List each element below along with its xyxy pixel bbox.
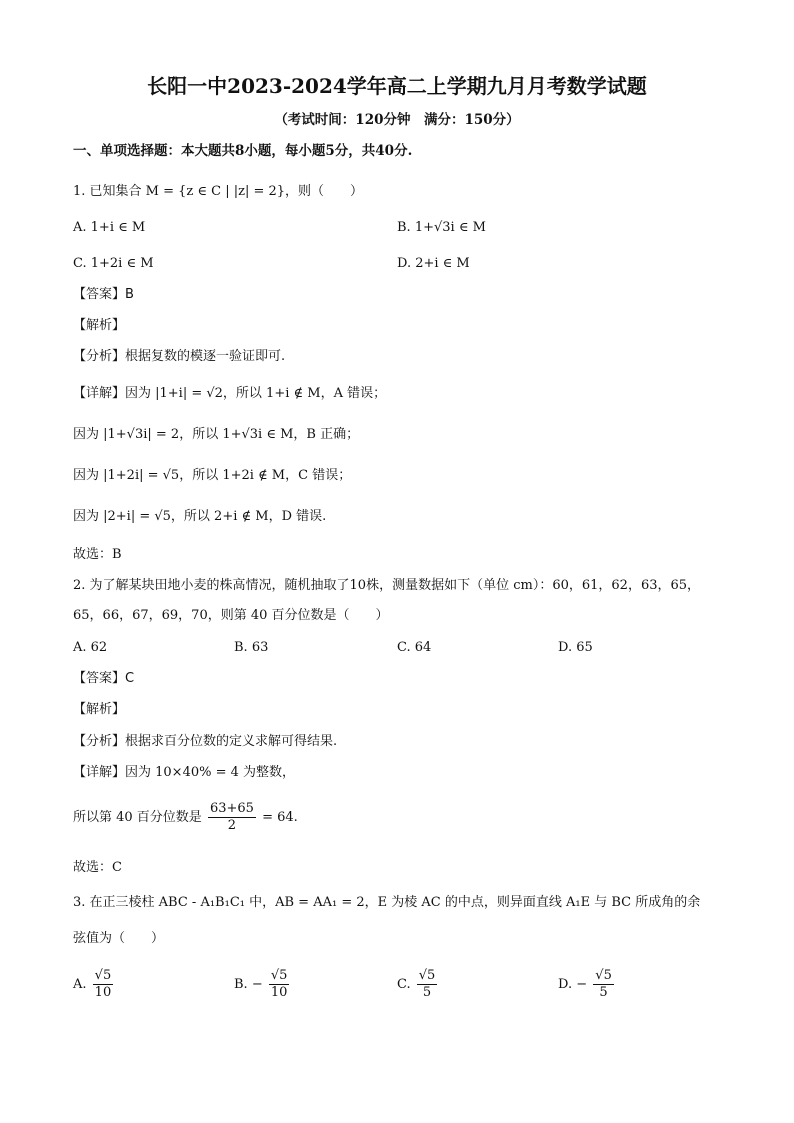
q2-option-b: B. 63 bbox=[234, 640, 269, 655]
q2-detail-2-prefix: 所以第 40 百分位数是 bbox=[73, 810, 202, 825]
q1-option-c: C. 1+2i ∈ M bbox=[73, 256, 154, 271]
q3-option-c-fraction bbox=[417, 968, 438, 1001]
q2-analysis-heading: 【解析】 bbox=[73, 702, 126, 717]
q1-option-d: D. 2+i ∈ M bbox=[397, 256, 470, 271]
q2-option-c: C. 64 bbox=[397, 640, 432, 655]
q3-option-d-numerator: √5 bbox=[595, 968, 612, 983]
q3-option-a-denominator: 10 bbox=[94, 985, 112, 1000]
q3-option-d-sign: − bbox=[576, 977, 588, 992]
q3-option-a-label: A. bbox=[73, 977, 87, 992]
q1-stem: 1. 已知集合 M = {z ∈ C | |z| = 2}，则（ ） bbox=[73, 184, 364, 199]
q3-option-b-numerator: √5 bbox=[270, 968, 288, 983]
q2-analysis: 【分析】根据求百分位数的定义求解可得结果. bbox=[73, 734, 338, 749]
section-heading: 一、单项选择题：本大题共8小题，每小题5分，共40分. bbox=[73, 143, 413, 159]
q2-conclusion: 故选：C bbox=[73, 860, 122, 875]
q1-answer: 【答案】B bbox=[73, 287, 134, 302]
q2-option-d: D. 65 bbox=[558, 640, 593, 655]
q3-option-b-fraction bbox=[269, 968, 290, 1001]
q1-detail-4: 因为 |2+i| = √5，所以 2+i ∉ M，D 错误. bbox=[73, 509, 327, 524]
q3-option-b-denominator: 10 bbox=[270, 985, 288, 1000]
q1-option-b: B. 1+√3i ∈ M bbox=[397, 220, 486, 235]
q3-option-d-denominator: 5 bbox=[599, 985, 608, 1000]
q3-option-c-denominator: 5 bbox=[422, 985, 432, 1000]
q2-fraction-numerator: 63+65 bbox=[209, 801, 254, 816]
q3-option-b-sign: − bbox=[251, 977, 263, 992]
q3-option-c-label: C. bbox=[397, 977, 411, 992]
q2-stem-line1: 2. 为了解某块田地小麦的株高情况，随机抽取了10株，测量数据如下（单位 cm）：60，61，62，63，65， bbox=[73, 578, 701, 593]
page-title: 长阳一中2023-2024学年高二上学期九月月考数学试题 bbox=[147, 74, 647, 98]
q3-option-a-numerator: √5 bbox=[94, 968, 112, 983]
q3-option-d-fraction bbox=[593, 968, 614, 1001]
q1-analysis-heading: 【解析】 bbox=[73, 318, 126, 333]
q1-conclusion: 故选：B bbox=[73, 547, 122, 562]
q2-detail-2 bbox=[73, 800, 298, 836]
q2-fraction-denominator: 2 bbox=[227, 818, 237, 833]
page-subtitle: （考试时间：120分钟 满分：150分） bbox=[274, 112, 520, 128]
q3-stem-line1: 3. 在正三棱柱 ABC - A₁B₁C₁ 中，AB = AA₁ = 2，E 为棱 AC 的中点，则异面直线 A₁E 与 BC 所成角的余 bbox=[73, 895, 701, 910]
q3-option-b bbox=[234, 968, 291, 1001]
q3-option-a bbox=[73, 968, 115, 1001]
q1-option-a: A. 1+i ∈ M bbox=[73, 220, 146, 235]
q1-detail-1: 【详解】因为 |1+i| = √2，所以 1+i ∉ M，A 错误； bbox=[73, 386, 387, 401]
q3-option-c bbox=[397, 968, 439, 1001]
q1-detail-2: 因为 |1+√3i| = 2，所以 1+√3i ∈ M，B 正确； bbox=[73, 427, 360, 442]
q2-detail-2-suffix: = 64. bbox=[262, 810, 298, 825]
q2-answer: 【答案】C bbox=[73, 671, 135, 686]
q3-stem-line2: 弦值为（ ） bbox=[73, 931, 165, 946]
q2-stem-line2: 65，66，67，69，70，则第 40 百分位数是（ ） bbox=[73, 608, 389, 623]
q3-option-a-fraction bbox=[93, 968, 114, 1001]
q3-option-b-label: B. bbox=[234, 977, 248, 992]
q3-option-d-label: D. bbox=[558, 977, 573, 992]
q2-option-a: A. 62 bbox=[73, 640, 108, 655]
q3-option-c-numerator: √5 bbox=[418, 968, 436, 983]
q3-option-d bbox=[558, 968, 616, 1001]
q1-detail-3: 因为 |1+2i| = √5，所以 1+2i ∉ M，C 错误； bbox=[73, 468, 352, 483]
q1-analysis: 【分析】根据复数的模逐一验证即可. bbox=[73, 349, 286, 364]
q2-detail-1: 【详解】因为 10×40% = 4 为整数， bbox=[73, 765, 296, 780]
q2-fraction bbox=[208, 801, 256, 834]
